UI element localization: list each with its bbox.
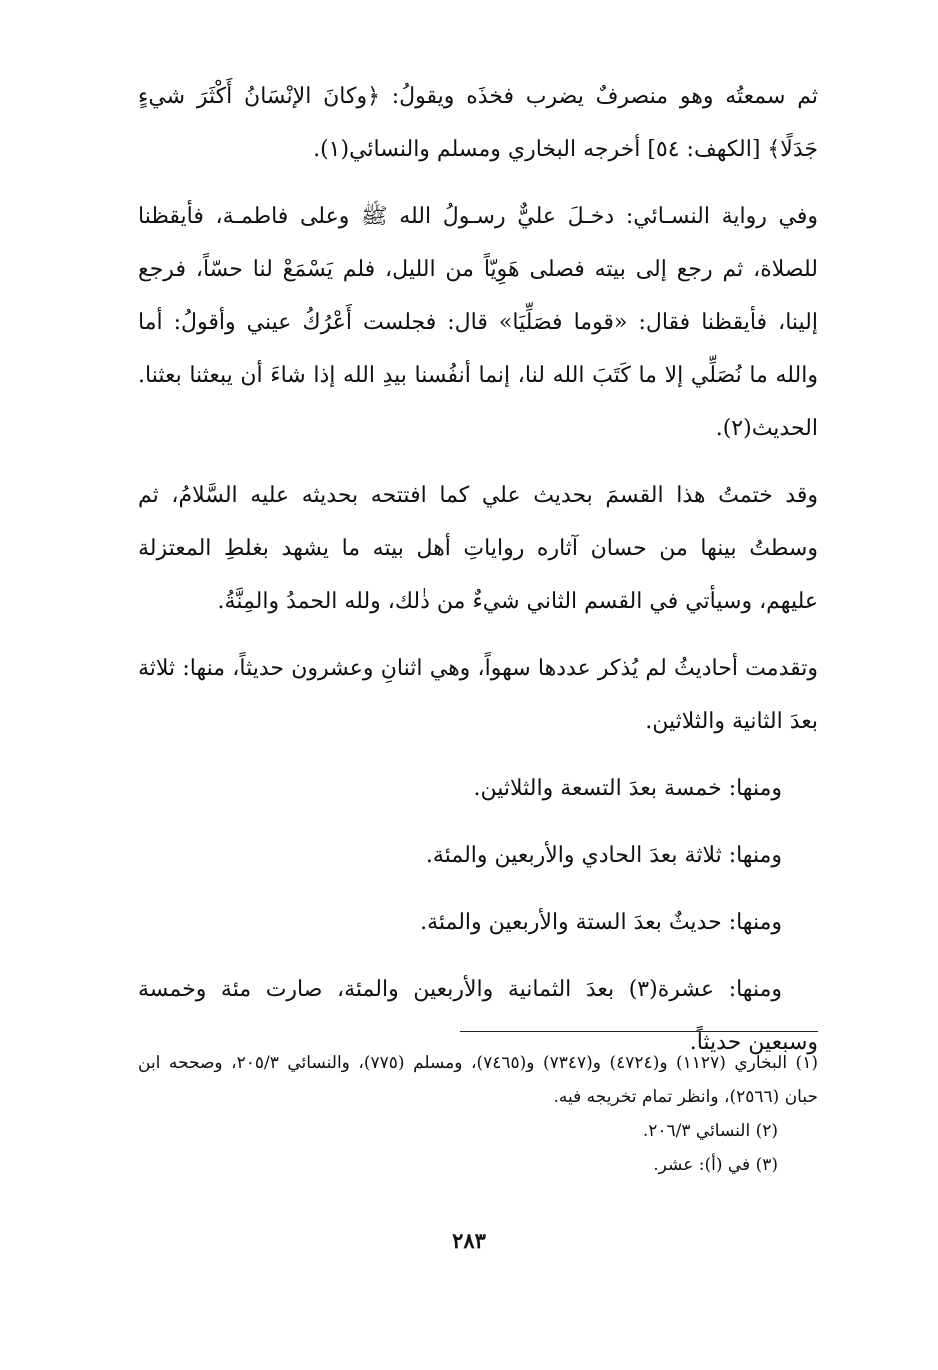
- main-text: [138, 70, 818, 1083]
- page-number: ٢٨٣: [452, 1228, 486, 1253]
- paragraph-6: ومنها: ثلاثة بعدَ الحادي والأربعين والمئة.: [425, 843, 782, 868]
- paragraph-5: ومنها: خمسة بعدَ التسعة والثلاثين.: [473, 776, 782, 801]
- paragraph-7: ومنها: حديثٌ بعدَ الستة والأربعين والمئة.: [420, 910, 782, 935]
- paragraph-1: ثم سمعتُه وهو منصرفٌ يضرب فخذَه ويقولُ: ﴿وكانَ الإنْسَانُ أَكْثَرَ شيءٍ جَدَلًا﴾ [الكهف: ٥٤] أخرجه البخاري ومسلم والنسائي(١).: [138, 84, 818, 162]
- footnote-1: (١) البخاري (١١٢٧) و(٤٧٢٤) و(٧٣٤٧) و(٧٤٦٥)، ومسلم (٧٧٥)، والنسائي ٢٠٥/٣، وصححه ابن حبان (٢٥٦٦)، وانظر تمام تخريجه فيه.: [138, 1053, 818, 1107]
- footnotes: [138, 1046, 818, 1182]
- paragraph-3: وقد ختمتُ هذا القسمَ بحديث علي كما افتتحه بحديثه عليه السَّلامُ، ثم وسطتُ بينها من حسان آثاره رواياتِ أهل بيته ما يشهد بغلطِ المعتزلة عليهم، وسيأتي في القسم الثاني شيءٌ من ذٰلك، ولله الحمدُ والمِنَّةُ.: [138, 483, 818, 614]
- footnote-2: (٢) النسائي ٢٠٦/٣.: [642, 1121, 778, 1141]
- paragraph-4: وتقدمت أحاديثُ لم يُذكر عددها سهواً، وهي اثنانِ وعشرون حديثاً، منها: ثلاثة بعدَ الثانية والثلاثين.: [138, 656, 818, 734]
- footnote-3: (٣) في (أ): عشر.: [653, 1155, 778, 1175]
- paragraph-8: ومنها: عشرة(٣) بعدَ الثمانية والأربعين والمئة، صارت مئة وخمسة وسبعين حديثاً.: [138, 977, 818, 1055]
- footnote-separator: [460, 1031, 818, 1032]
- paragraph-2: وفي رواية النسـائي: دخـلَ عليٌّ رسـولُ الله ﷺ وعلى فاطمـة، فأيقظنا للصلاة، ثم رجع إلى بيته فصلى هَوِيّاً من الليل، فلم يَسْمَعْ لنا حسّاً، فرجع إلينا، فأيقظنا فقال: «قوما فصَلِّيَا» قال: فجلست أَعْرُكُ عيني وأقولُ: أما والله ما نُصَلِّي إلا ما كَتَبَ الله لنا، إنما أنفُسنا بيدِ الله إذا شاءَ أن يبعثنا بعثنا. الحديث(٢).: [138, 204, 819, 441]
